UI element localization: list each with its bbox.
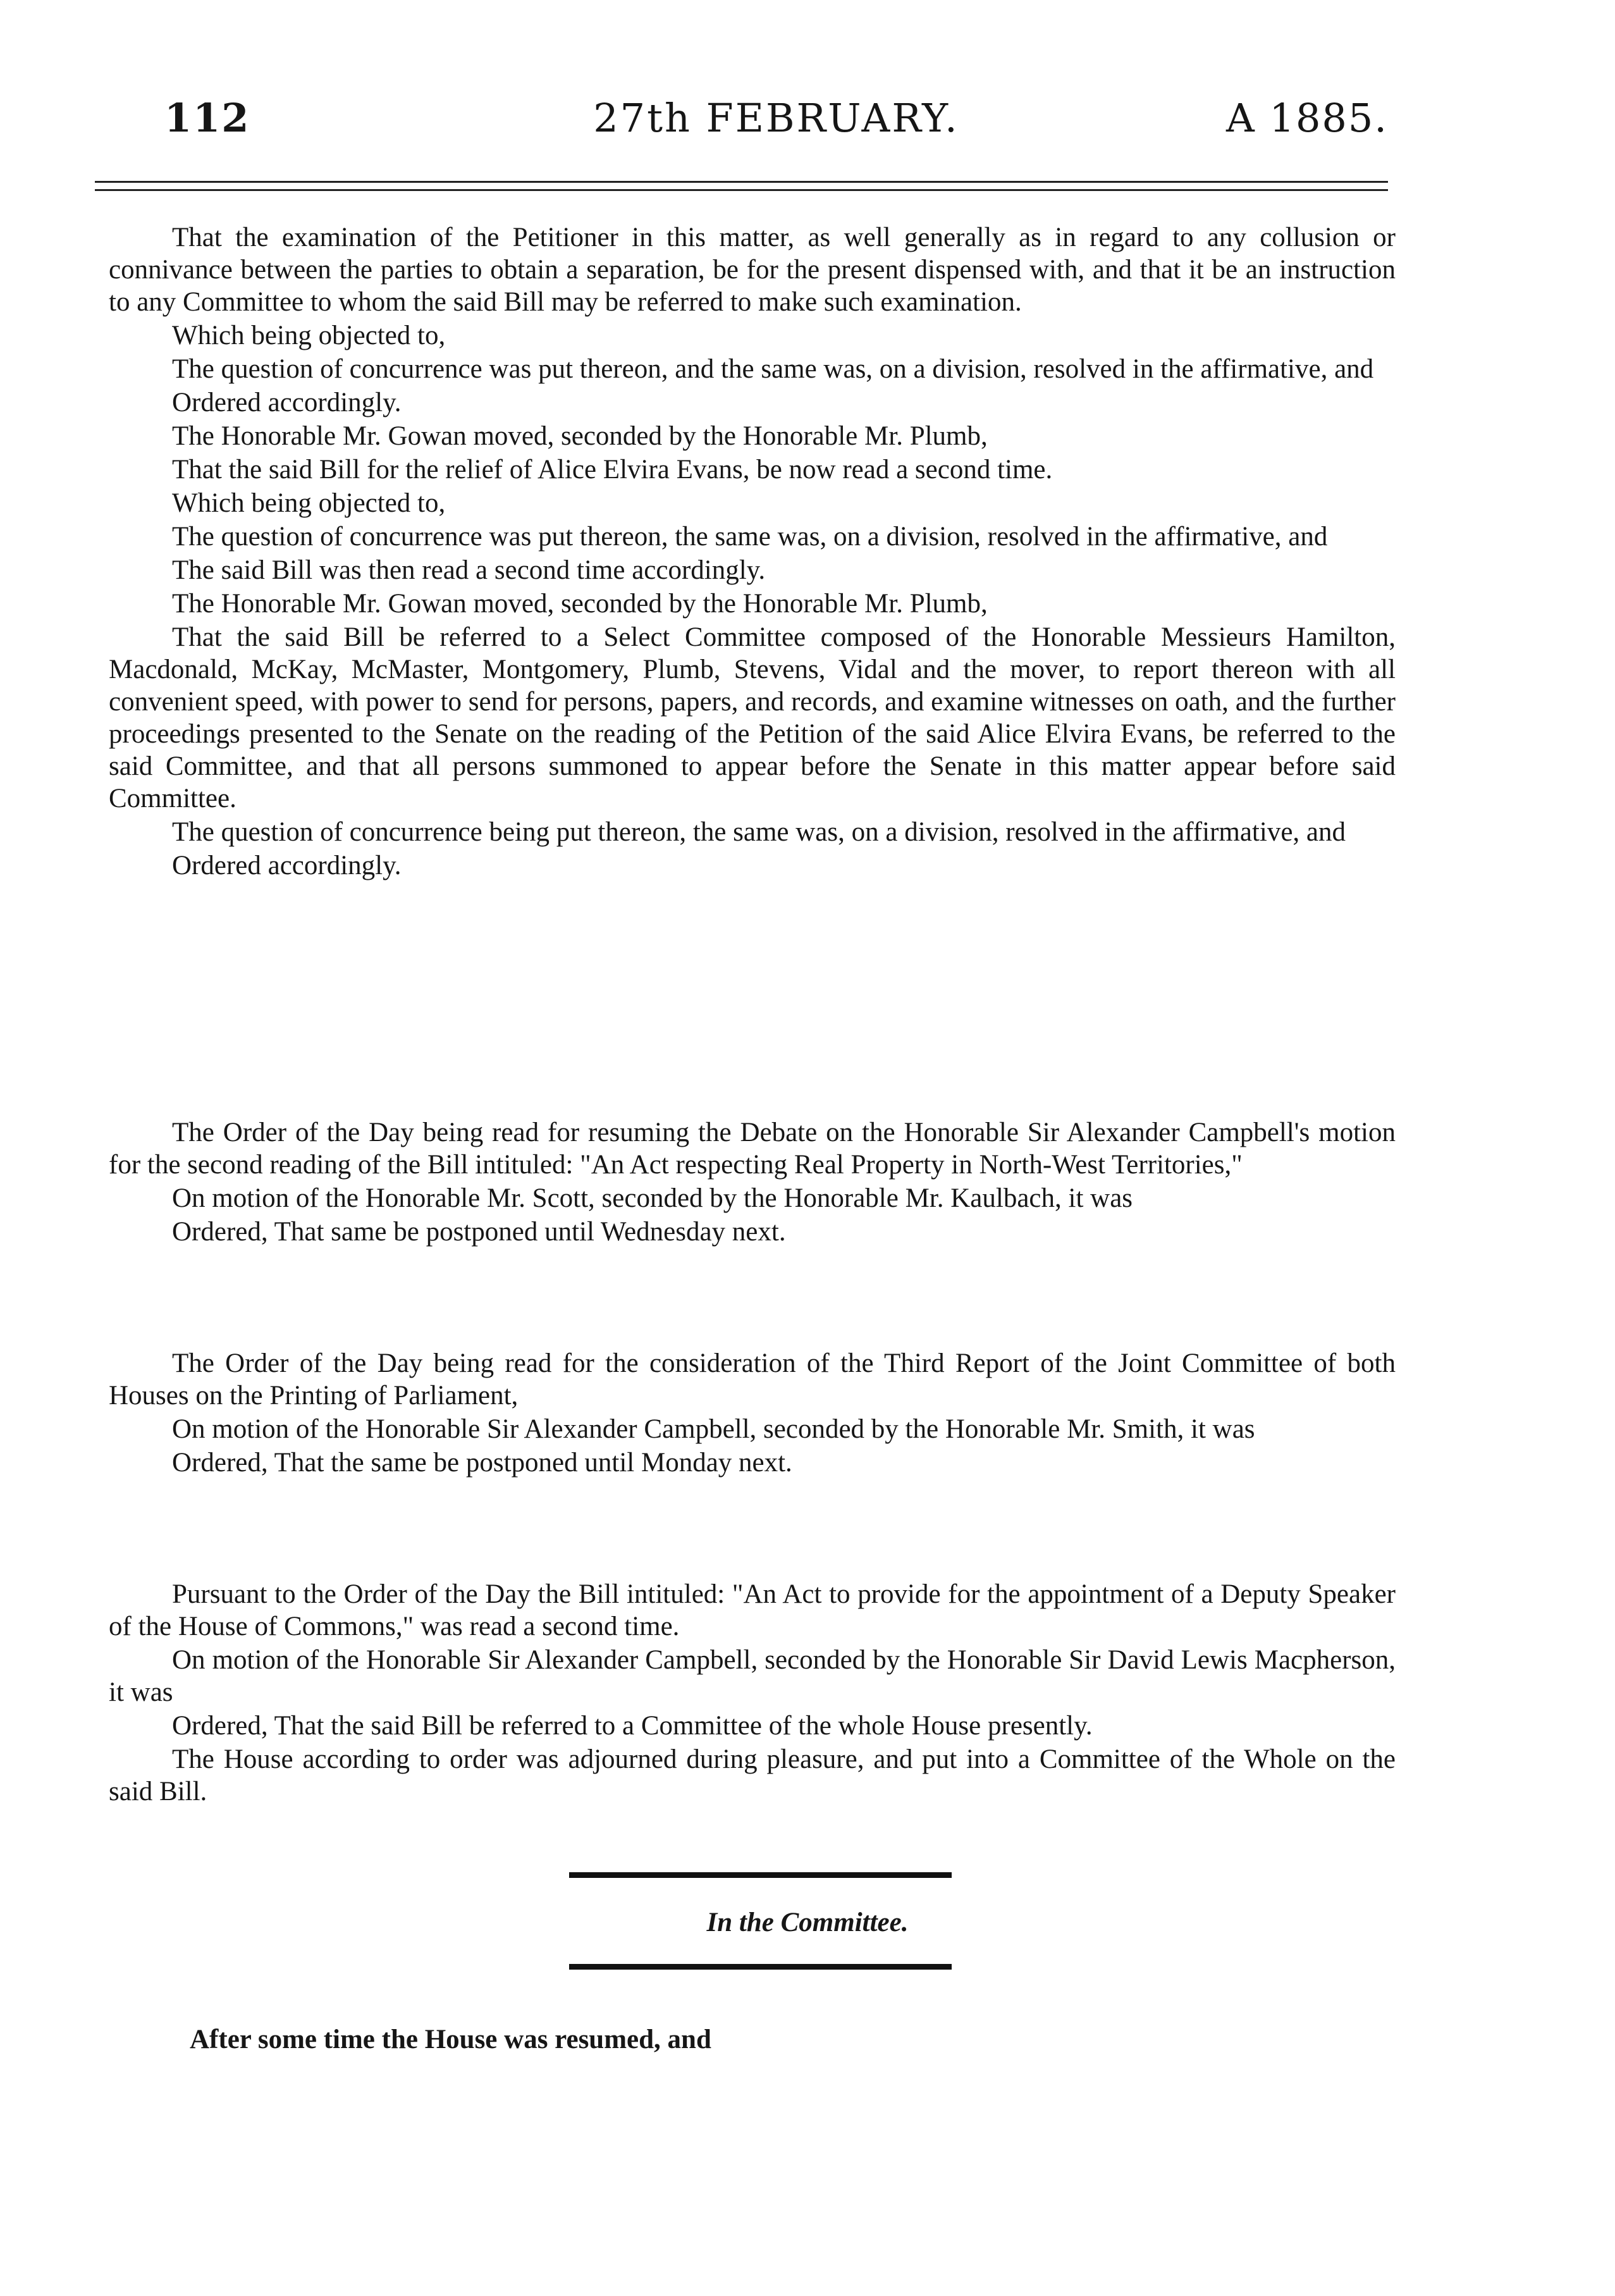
paragraph: That the said Bill for the relief of Alice Elvira Evans, be now read a second time. bbox=[172, 455, 1053, 485]
paragraph: The question of concurrence was put thereon, and the same was, on a division, resolved in the affirmative, and bbox=[172, 354, 1374, 384]
paragraph: Ordered, That same be postponed until Wednesday next. bbox=[172, 1217, 786, 1247]
section-petition-proceedings bbox=[109, 221, 1396, 883]
paragraph: The Honorable Mr. Gowan moved, seconded by the Honorable Mr. Plumb, bbox=[172, 421, 988, 451]
paragraph: Pursuant to the Order of the Day the Bill intituled: "An Act to provide for the appointment of a Deputy Speaker of the House of Commons," was read a second time. bbox=[109, 1579, 1396, 1641]
paragraph: Ordered, That the said Bill be referred to a Committee of the whole House presently. bbox=[172, 1711, 1093, 1741]
section-printing-report bbox=[109, 1347, 1396, 1480]
paragraph: The House according to order was adjourned during pleasure, and put into a Committee of the Whole on the said Bill. bbox=[109, 1744, 1396, 1806]
page-header bbox=[164, 95, 1388, 152]
page-date: 27th FEBRUARY. bbox=[593, 95, 959, 141]
separator-rule-bottom bbox=[569, 1964, 952, 1970]
committee-heading: In the Committee. bbox=[706, 1908, 909, 1937]
paragraph: On motion of the Honorable Mr. Scott, seconded by the Honorable Mr. Kaulbach, it was bbox=[172, 1183, 1133, 1213]
paragraph: The Honorable Mr. Gowan moved, seconded by the Honorable Mr. Plumb, bbox=[172, 589, 988, 619]
separator-rule-top bbox=[569, 1872, 952, 1878]
page-number: 112 bbox=[164, 95, 250, 141]
paragraph: That the examination of the Petitioner in this matter, as well generally as in regard to any collusion or connivance between the parties to obtain a separation, be for the present dispensed with, and that it be an instruction to any Committee to whom the said Bill may be referred to make such examination. bbox=[109, 223, 1396, 317]
header-double-rule bbox=[95, 181, 1388, 191]
paragraph: On motion of the Honorable Sir Alexander Campbell, seconded by the Honorable Mr. Smith, it was bbox=[172, 1414, 1255, 1444]
paragraph: The Order of the Day being read for resuming the Debate on the Honorable Sir Alexander Campbell's motion for the second reading of the Bill intituled: "An Act respecting Real Property in North-West Territories," bbox=[109, 1118, 1396, 1180]
section-deputy-speaker-bill bbox=[109, 1578, 1396, 1809]
paragraph: On motion of the Honorable Sir Alexander Campbell, seconded by the Honorable Sir David Lewis Macpherson, it was bbox=[109, 1645, 1396, 1707]
paragraph: Which being objected to, bbox=[172, 321, 446, 350]
paragraph: The said Bill was then read a second time accordingly. bbox=[172, 555, 766, 585]
paragraph: That the said Bill be referred to a Select Committee composed of the Honorable Messieurs Hamilton, Macdonald, McKay, McMaster, Montgomery, Plumb, Stevens, Vidal and the mover, to report thereon with all convenient speed, with power to send for persons, papers, and records, and examine witnesses on oath, and the further proceedings presented to the Senate on the reading of the Petition of the said Alice Elvira Evans, be referred to the said Committee, and that all persons summoned to appear before the Senate in this matter appear before said Committee. bbox=[109, 622, 1396, 813]
paragraph: Ordered, That the same be postponed until Monday next. bbox=[172, 1448, 792, 1478]
paragraph: The question of concurrence was put thereon, the same was, on a division, resolved in the affirmative, and bbox=[172, 522, 1328, 552]
page-year: A 1885. bbox=[1226, 95, 1388, 141]
paragraph: Ordered accordingly. bbox=[172, 388, 402, 417]
paragraph: Ordered accordingly. bbox=[172, 851, 402, 880]
paragraph: The Order of the Day being read for the consideration of the Third Report of the Joint Committee of both Houses on the Printing of Parliament, bbox=[109, 1349, 1396, 1410]
closing-line: After some time the House was resumed, and bbox=[190, 2025, 711, 2054]
paragraph: Which being objected to, bbox=[172, 488, 446, 518]
section-real-property-debate bbox=[109, 1116, 1396, 1249]
paragraph: The question of concurrence being put thereon, the same was, on a division, resolved in the affirmative, and bbox=[172, 817, 1346, 847]
